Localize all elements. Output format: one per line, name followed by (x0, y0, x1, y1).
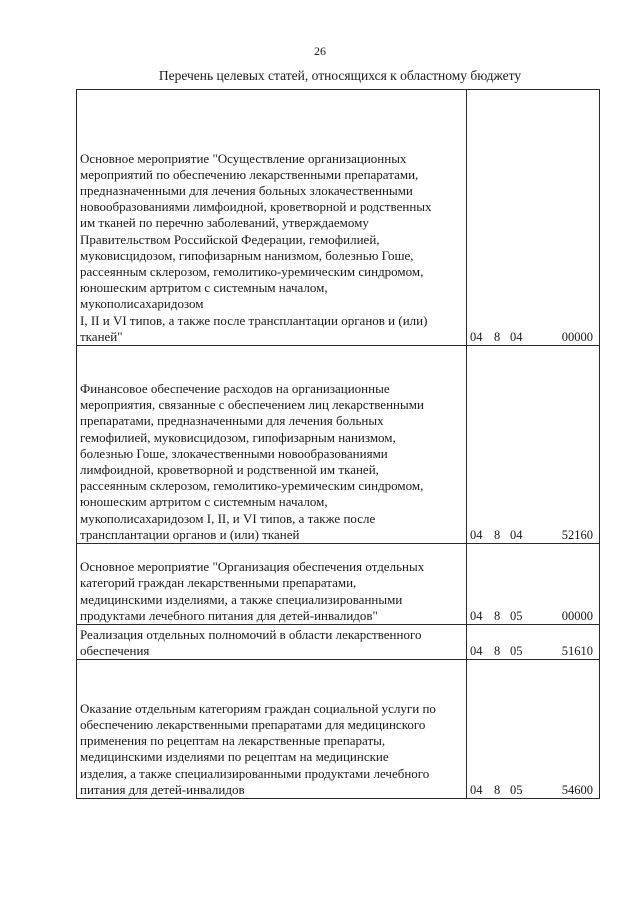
article-code (467, 643, 599, 659)
direction-code: 52160 (561, 527, 593, 542)
measure-code: 04 (510, 527, 523, 542)
measure-code: 05 (510, 782, 523, 797)
program-code: 04 (470, 782, 483, 797)
article-description: Основное мероприятие "Осуществление организационных мероприятий по обеспечению лекарственными препаратами, предназначенными для лечения больных злокачественными новообразованиями лимфоидной, кроветворной и родственных им тканей по перечню заболеваний, утверждаемому Правительством Российской Федерации, гемофилией, муковисцидозом, гипофизарным нанизмом, болезнью Гоше, рассеянным склерозом, гемолитико-уремическим синдромом, юношеским артритом с системным началом, мукополисахаридозом I, II и VI типов, а также после трансплантации органов и (или) тканей" (77, 90, 467, 346)
article-code (467, 608, 599, 624)
page-number: 26 (314, 44, 326, 58)
table-row (77, 660, 600, 799)
measure-code: 05 (510, 643, 523, 658)
direction-code: 54600 (561, 782, 593, 797)
program-code: 04 (470, 329, 483, 344)
program-code: 04 (470, 608, 483, 623)
direction-code: 00000 (561, 329, 593, 344)
article-code-cell (467, 660, 600, 799)
table-row (77, 346, 600, 544)
article-code-cell (467, 544, 600, 625)
article-description: Финансовое обеспечение расходов на организационные мероприятия, связанные с обеспечением лиц лекарственными препаратами, предназначенными для лечения больных гемофилией, муковисцидозом, гипофизарным нанизмом, болезнью Гоше, злокачественными новообразованиями лимфоидной, кроветворной и родственной им тканей, рассеянным склерозом, гемолитико-уремическим синдромом, юношеским артритом с системным началом, мукополисахаридозом I, II, и VI типов, а также после трансплантации органов и (или) тканей (77, 346, 467, 544)
article-code (467, 527, 599, 543)
article-description: Основное мероприятие "Организация обеспечения отдельных категорий граждан лекарственными препаратами, медицинскими изделиями, а также специализированными продуктами лечебного питания для детей-инвалидов" (77, 544, 467, 625)
target-articles-table (76, 89, 600, 799)
program-code: 04 (470, 527, 483, 542)
subprogram-code: 8 (494, 608, 501, 623)
program-code: 04 (470, 643, 483, 658)
article-code-cell (467, 625, 600, 660)
subprogram-code: 8 (494, 782, 501, 797)
table-row (77, 90, 600, 346)
table-row (77, 544, 600, 625)
article-description: Реализация отдельных полномочий в области лекарственного обеспечения (77, 625, 467, 660)
measure-code: 05 (510, 608, 523, 623)
article-code-cell (467, 346, 600, 544)
subprogram-code: 8 (494, 527, 501, 542)
article-code (467, 782, 599, 798)
article-code (467, 329, 599, 345)
table-row (77, 625, 600, 660)
subprogram-code: 8 (494, 643, 501, 658)
article-code-cell (467, 90, 600, 346)
direction-code: 51610 (561, 643, 593, 658)
document-title: Перечень целевых статей, относящихся к областному бюджету (158, 68, 522, 83)
subprogram-code: 8 (494, 329, 501, 344)
article-description: Оказание отдельным категориям граждан социальной услуги по обеспечению лекарственными препаратами для медицинского применения по рецептам на лекарственные препараты, медицинскими изделиями по рецептам на медицинские изделия, а также специализированными продуктами лечебного питания для детей-инвалидов (77, 660, 467, 799)
direction-code: 00000 (561, 608, 593, 623)
measure-code: 04 (510, 329, 523, 344)
